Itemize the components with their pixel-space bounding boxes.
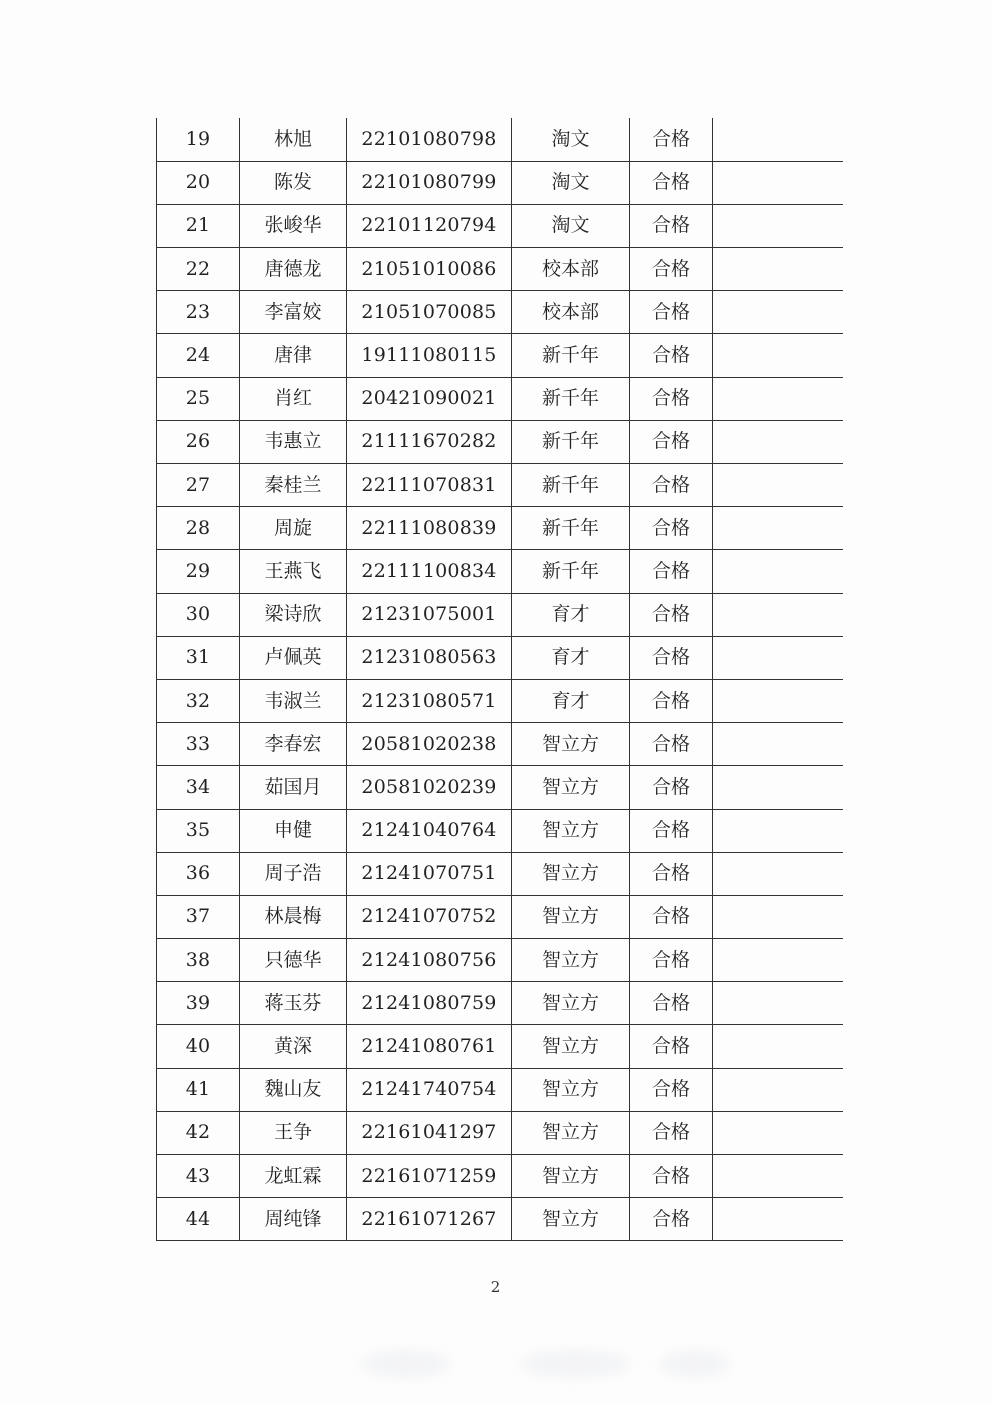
school-name: 新千年: [512, 334, 630, 377]
row-number: 42: [157, 1111, 240, 1154]
result-status: 合格: [630, 377, 713, 420]
student-id: 22111100834: [347, 550, 512, 593]
table-row: [157, 982, 843, 1025]
table-row: [157, 161, 843, 204]
row-number: 32: [157, 679, 240, 722]
result-status: 合格: [630, 118, 713, 161]
table-row: [157, 895, 843, 938]
result-status: 合格: [630, 420, 713, 463]
student-id: 20581020238: [347, 723, 512, 766]
student-name: 申健: [240, 809, 347, 852]
school-name: 智立方: [512, 1198, 630, 1241]
remark-cell: [713, 420, 843, 463]
remark-cell: [713, 593, 843, 636]
row-number: 20: [157, 161, 240, 204]
result-status: 合格: [630, 204, 713, 247]
student-name: 韦淑兰: [240, 679, 347, 722]
student-id: 20581020239: [347, 766, 512, 809]
student-name: 只德华: [240, 939, 347, 982]
school-name: 智立方: [512, 723, 630, 766]
row-number: 33: [157, 723, 240, 766]
row-number: 40: [157, 1025, 240, 1068]
result-status: 合格: [630, 982, 713, 1025]
school-name: 育才: [512, 679, 630, 722]
student-id: 21111670282: [347, 420, 512, 463]
table-row: [157, 420, 843, 463]
result-status: 合格: [630, 852, 713, 895]
school-name: 淘文: [512, 118, 630, 161]
school-name: 淘文: [512, 161, 630, 204]
row-number: 22: [157, 248, 240, 291]
student-name: 龙虹霖: [240, 1155, 347, 1198]
student-name: 梁诗欣: [240, 593, 347, 636]
remark-cell: [713, 982, 843, 1025]
school-name: 校本部: [512, 248, 630, 291]
remark-cell: [713, 852, 843, 895]
result-status: 合格: [630, 248, 713, 291]
result-status: 合格: [630, 723, 713, 766]
school-name: 校本部: [512, 291, 630, 334]
student-id: 21241040764: [347, 809, 512, 852]
result-status: 合格: [630, 809, 713, 852]
row-number: 27: [157, 464, 240, 507]
remark-cell: [713, 550, 843, 593]
student-id: 20421090021: [347, 377, 512, 420]
result-status: 合格: [630, 766, 713, 809]
school-name: 新千年: [512, 507, 630, 550]
table-row: [157, 1198, 843, 1241]
school-name: 新千年: [512, 420, 630, 463]
remark-cell: [713, 1198, 843, 1241]
remark-cell: [713, 464, 843, 507]
row-number: 38: [157, 939, 240, 982]
student-id: 22111070831: [347, 464, 512, 507]
result-status: 合格: [630, 636, 713, 679]
result-status: 合格: [630, 291, 713, 334]
student-id: 21241070752: [347, 895, 512, 938]
student-name: 黄深: [240, 1025, 347, 1068]
student-name: 林晨梅: [240, 895, 347, 938]
row-number: 44: [157, 1198, 240, 1241]
table-row: [157, 204, 843, 247]
student-id: 22161071267: [347, 1198, 512, 1241]
remark-cell: [713, 377, 843, 420]
row-number: 21: [157, 204, 240, 247]
table-row: [157, 334, 843, 377]
table-row: [157, 679, 843, 722]
school-name: 智立方: [512, 1111, 630, 1154]
student-name: 李富姣: [240, 291, 347, 334]
student-id: 22161071259: [347, 1155, 512, 1198]
school-name: 智立方: [512, 1025, 630, 1068]
table-row: [157, 636, 843, 679]
student-id: 22111080839: [347, 507, 512, 550]
table-row: [157, 377, 843, 420]
result-status: 合格: [630, 1111, 713, 1154]
row-number: 19: [157, 118, 240, 161]
student-name: 陈发: [240, 161, 347, 204]
remark-cell: [713, 895, 843, 938]
school-name: 智立方: [512, 895, 630, 938]
school-name: 新千年: [512, 464, 630, 507]
student-name: 王争: [240, 1111, 347, 1154]
table-row: [157, 1068, 843, 1111]
page-number: 2: [490, 1278, 501, 1296]
row-number: 29: [157, 550, 240, 593]
school-name: 智立方: [512, 1155, 630, 1198]
table-row: [157, 809, 843, 852]
student-name: 王燕飞: [240, 550, 347, 593]
remark-cell: [713, 1155, 843, 1198]
remark-cell: [713, 636, 843, 679]
scan-smudge: [360, 1350, 450, 1378]
results-table: [156, 118, 843, 1241]
remark-cell: [713, 1025, 843, 1068]
scan-smudge: [660, 1350, 730, 1378]
student-name: 肖红: [240, 377, 347, 420]
table-row: [157, 507, 843, 550]
student-name: 韦惠立: [240, 420, 347, 463]
remark-cell: [713, 507, 843, 550]
school-name: 育才: [512, 636, 630, 679]
remark-cell: [713, 679, 843, 722]
table-row: [157, 464, 843, 507]
student-name: 卢佩英: [240, 636, 347, 679]
row-number: 37: [157, 895, 240, 938]
student-name: 茹国月: [240, 766, 347, 809]
row-number: 30: [157, 593, 240, 636]
result-status: 合格: [630, 1198, 713, 1241]
result-status: 合格: [630, 939, 713, 982]
row-number: 39: [157, 982, 240, 1025]
row-number: 35: [157, 809, 240, 852]
student-id: 19111080115: [347, 334, 512, 377]
table-row: [157, 766, 843, 809]
student-id: 21241080756: [347, 939, 512, 982]
remark-cell: [713, 161, 843, 204]
student-id: 21231080571: [347, 679, 512, 722]
row-number: 25: [157, 377, 240, 420]
remark-cell: [713, 809, 843, 852]
student-id: 21241080761: [347, 1025, 512, 1068]
result-status: 合格: [630, 334, 713, 377]
remark-cell: [713, 723, 843, 766]
result-status: 合格: [630, 464, 713, 507]
student-name: 林旭: [240, 118, 347, 161]
result-status: 合格: [630, 895, 713, 938]
remark-cell: [713, 118, 843, 161]
table-row: [157, 291, 843, 334]
remark-cell: [713, 204, 843, 247]
school-name: 新千年: [512, 377, 630, 420]
row-number: 34: [157, 766, 240, 809]
table-row: [157, 248, 843, 291]
student-name: 张峻华: [240, 204, 347, 247]
student-id: 21231080563: [347, 636, 512, 679]
table-row: [157, 593, 843, 636]
row-number: 43: [157, 1155, 240, 1198]
row-number: 28: [157, 507, 240, 550]
row-number: 36: [157, 852, 240, 895]
table-row: [157, 852, 843, 895]
student-id: 21051010086: [347, 248, 512, 291]
student-name: 周旋: [240, 507, 347, 550]
school-name: 智立方: [512, 939, 630, 982]
student-name: 秦桂兰: [240, 464, 347, 507]
result-status: 合格: [630, 161, 713, 204]
school-name: 智立方: [512, 1068, 630, 1111]
result-status: 合格: [630, 550, 713, 593]
student-id: 21241080759: [347, 982, 512, 1025]
school-name: 淘文: [512, 204, 630, 247]
student-id: 22161041297: [347, 1111, 512, 1154]
table-row: [157, 1111, 843, 1154]
student-id: 21241070751: [347, 852, 512, 895]
remark-cell: [713, 766, 843, 809]
remark-cell: [713, 939, 843, 982]
remark-cell: [713, 291, 843, 334]
scan-smudge: [520, 1350, 630, 1378]
school-name: 智立方: [512, 766, 630, 809]
results-table-body: [157, 118, 843, 1241]
student-name: 唐德龙: [240, 248, 347, 291]
table-row: [157, 1155, 843, 1198]
result-status: 合格: [630, 1155, 713, 1198]
student-name: 李春宏: [240, 723, 347, 766]
student-id: 21241740754: [347, 1068, 512, 1111]
table-row: [157, 550, 843, 593]
student-id: 22101120794: [347, 204, 512, 247]
student-name: 周纯锋: [240, 1198, 347, 1241]
row-number: 31: [157, 636, 240, 679]
student-name: 魏山友: [240, 1068, 347, 1111]
table-row: [157, 118, 843, 161]
row-number: 26: [157, 420, 240, 463]
result-status: 合格: [630, 507, 713, 550]
school-name: 智立方: [512, 809, 630, 852]
school-name: 新千年: [512, 550, 630, 593]
result-status: 合格: [630, 593, 713, 636]
remark-cell: [713, 1068, 843, 1111]
row-number: 24: [157, 334, 240, 377]
table-row: [157, 1025, 843, 1068]
student-name: 蒋玉芬: [240, 982, 347, 1025]
result-status: 合格: [630, 1025, 713, 1068]
student-id: 22101080799: [347, 161, 512, 204]
table-row: [157, 723, 843, 766]
student-name: 周子浩: [240, 852, 347, 895]
remark-cell: [713, 1111, 843, 1154]
remark-cell: [713, 334, 843, 377]
school-name: 智立方: [512, 982, 630, 1025]
student-id: 21051070085: [347, 291, 512, 334]
school-name: 育才: [512, 593, 630, 636]
row-number: 23: [157, 291, 240, 334]
student-id: 21231075001: [347, 593, 512, 636]
student-id: 22101080798: [347, 118, 512, 161]
result-status: 合格: [630, 679, 713, 722]
school-name: 智立方: [512, 852, 630, 895]
row-number: 41: [157, 1068, 240, 1111]
student-name: 唐律: [240, 334, 347, 377]
remark-cell: [713, 248, 843, 291]
result-status: 合格: [630, 1068, 713, 1111]
table-row: [157, 939, 843, 982]
